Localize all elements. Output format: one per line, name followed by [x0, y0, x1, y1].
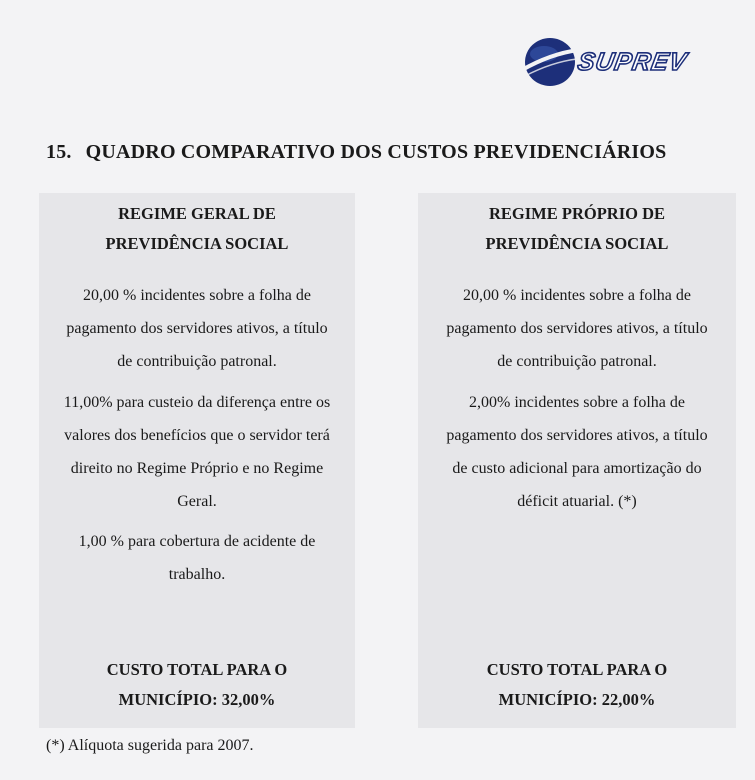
text-line: Geral.	[177, 493, 217, 510]
text-line: pagamento dos servidores ativos, a título	[66, 320, 328, 337]
section-title	[46, 141, 667, 164]
heading-line: PREVIDÊNCIA SOCIAL	[105, 234, 289, 253]
text-line: déficit atuarial. (*)	[517, 493, 637, 510]
text-line: trabalho.	[168, 566, 226, 583]
heading-line: REGIME GERAL DE	[118, 204, 276, 223]
text-line: 20,00 % incidentes sobre a folha de	[463, 287, 691, 304]
text-line: 2,00% incidentes sobre a folha de	[469, 394, 685, 411]
paragraph	[418, 386, 736, 518]
heading-line: REGIME PRÓPRIO DE	[488, 204, 665, 223]
regime-proprio-column	[418, 193, 736, 728]
section-number: 15.	[46, 141, 72, 163]
text-line: direito no Regime Próprio e no Regime	[70, 460, 324, 477]
text-line: valores dos benefícios que o servidor terá	[64, 427, 330, 444]
text-line: de contribuição patronal.	[497, 353, 657, 370]
text-line: 1,00 % para cobertura de acidente de	[78, 533, 316, 550]
text-line: de custo adicional para amortização do	[452, 460, 702, 477]
column-heading	[39, 199, 355, 259]
text-line: pagamento dos servidores ativos, a título	[446, 320, 708, 337]
column-heading	[418, 199, 736, 259]
total-cost	[418, 655, 736, 715]
paragraph	[39, 525, 355, 591]
total-line: CUSTO TOTAL PARA O	[486, 660, 668, 679]
text-line: 20,00 % incidentes sobre a folha de	[83, 287, 311, 304]
globe-logo-icon	[520, 32, 580, 92]
paragraph	[418, 279, 736, 378]
regime-geral-column	[39, 193, 355, 728]
text-line: 11,00% para custeio da diferença entre os	[63, 394, 331, 411]
logo-wordmark: SUPREV	[575, 48, 690, 76]
text-line: pagamento dos servidores ativos, a título	[446, 427, 708, 444]
text-line: de contribuição patronal.	[117, 353, 277, 370]
paragraph	[39, 386, 355, 518]
total-line: MUNICÍPIO: 22,00%	[498, 690, 656, 709]
section-title-text: QUADRO COMPARATIVO DOS CUSTOS PREVIDENCIÁRIOS	[85, 141, 667, 163]
total-cost	[39, 655, 355, 715]
total-line: CUSTO TOTAL PARA O	[106, 660, 288, 679]
footnote: (*) Alíquota sugerida para 2007.	[46, 737, 254, 754]
paragraph	[39, 279, 355, 378]
suprev-logo	[520, 32, 740, 92]
heading-line: PREVIDÊNCIA SOCIAL	[485, 234, 669, 253]
total-line: MUNICÍPIO: 32,00%	[118, 690, 276, 709]
